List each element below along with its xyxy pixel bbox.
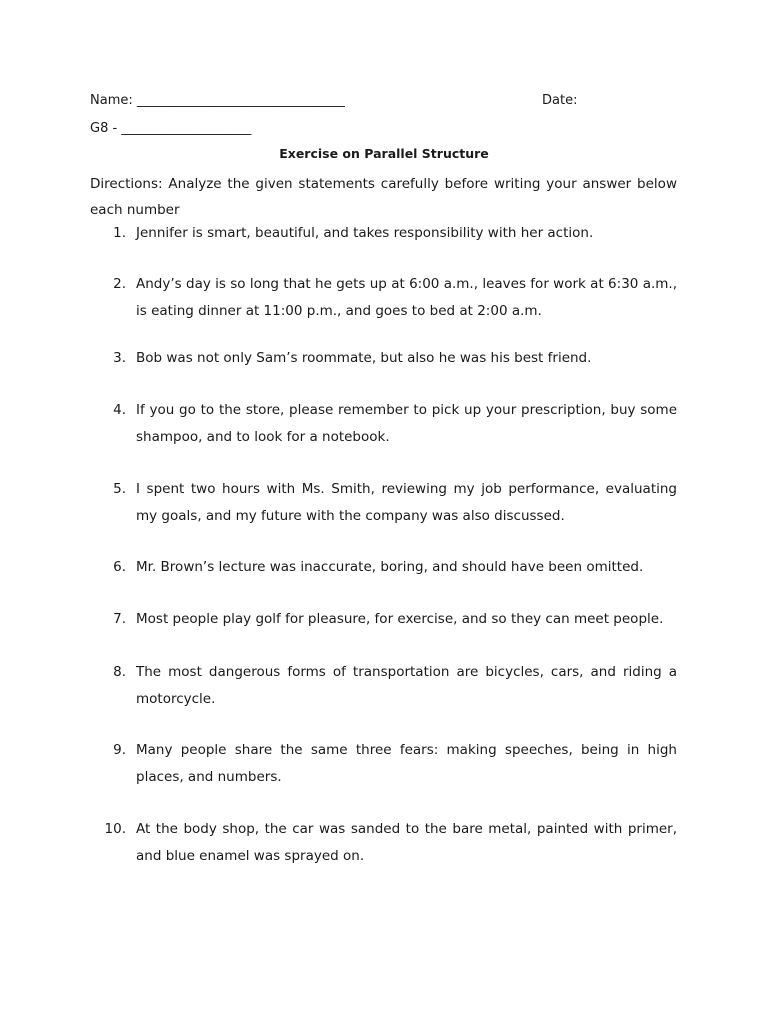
gb-label: G8 - [90,121,118,136]
item-number: 10. [104,821,126,837]
list-item [90,659,677,712]
name-label: Name: [90,93,133,108]
list-item [90,220,677,247]
item-number: 4. [113,402,126,418]
list-item [90,816,677,869]
directions: Directions: Analyze the given statements carefully before writing your answer below each number [90,176,677,218]
item-number: 9. [113,742,126,758]
item-number: 6. [113,559,126,575]
item-text: Many people share the same three fears: making speeches, being in high places, and numbers. [136,742,677,785]
item-text: Jennifer is smart, beautiful, and takes responsibility with her action. [136,225,594,241]
item-text: Andy’s day is so long that he gets up at 6:00 a.m., leaves for work at 6:30 a.m., is eating dinner at 11:00 p.m., and goes to bed at 2:00 a.m. [136,276,677,319]
item-number: 1. [113,225,126,241]
gb-blank: ____________________ [121,121,252,136]
item-number: 7. [113,611,126,627]
name-blank: ________________________________ [136,93,345,108]
date-label: Date: [542,93,578,108]
list-item [90,476,677,529]
name-field [90,93,345,108]
gb-field [90,121,251,136]
list-item [90,737,677,790]
item-text: Mr. Brown’s lecture was inaccurate, boring, and should have been omitted. [136,559,644,575]
item-text: The most dangerous forms of transportation are bicycles, cars, and riding a motorcycle. [136,664,677,707]
list-item [90,554,677,581]
list-item [90,345,677,372]
item-number: 8. [113,664,126,680]
item-number: 5. [113,481,126,497]
item-number: 3. [113,350,126,366]
item-number: 2. [113,276,126,292]
item-text: Most people play golf for pleasure, for exercise, and so they can meet people. [136,611,664,627]
list-item [90,397,677,450]
page-title: Exercise on Parallel Structure [279,146,489,161]
item-text: Bob was not only Sam’s roommate, but also he was his best friend. [136,350,592,366]
item-text: At the body shop, the car was sanded to the bare metal, painted with primer, and blue enamel was sprayed on. [136,821,677,864]
item-text: I spent two hours with Ms. Smith, reviewing my job performance, evaluating my goals, and my future with the company was also discussed. [136,481,677,524]
item-text: If you go to the store, please remember to pick up your prescription, buy some shampoo, and to look for a notebook. [136,402,677,445]
list-item [90,271,677,324]
list-item [90,606,677,633]
